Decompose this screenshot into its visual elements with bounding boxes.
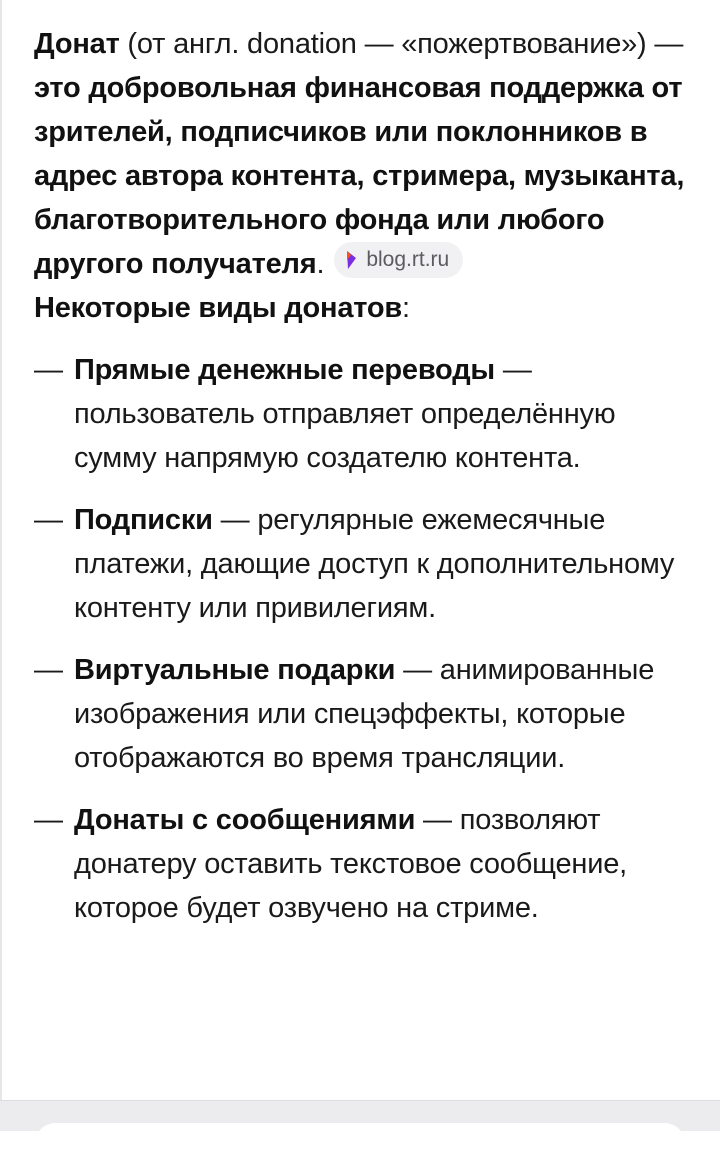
types-heading-bold: Некоторые виды донатов [34, 292, 403, 324]
left-edge-divider [0, 0, 2, 1100]
types-heading-suffix: : [402, 292, 410, 324]
donation-types-list [34, 348, 694, 930]
list-item [34, 798, 694, 930]
list-item-title: Прямые денежные переводы [74, 354, 495, 386]
list-item-description: — пользователь отправляет определённую сумму напрямую создателю контента. [74, 354, 616, 474]
source-link-label: blog.rt.ru [366, 248, 450, 271]
list-item-title: Донаты с сообщениями [74, 804, 416, 836]
intro-definition: это добровольная финансовая поддержка от зрителей, подписчиков или поклонников в адрес автора контента, стримера, музыканта, благотворительного фонда или любого другого получателя [34, 72, 685, 280]
list-item-title: Подписки [74, 504, 213, 536]
intro-etymology: (от англ. donation — «пожертвование») — [119, 28, 684, 60]
list-item [34, 498, 694, 630]
list-item-description: — регулярные ежемесячные платежи, дающие доступ к дополнительному контенту или привилегиям. [74, 504, 675, 624]
list-dash: — [34, 804, 63, 836]
intro-paragraph [34, 22, 694, 286]
bottom-panel [0, 1100, 720, 1131]
source-link-chip[interactable] [334, 242, 463, 278]
intro-period: . [316, 248, 325, 280]
list-item-description: — анимированные изображения или спецэффекты, которые отображаются во время трансляции. [74, 654, 655, 774]
list-item [34, 348, 694, 480]
list-dash: — [34, 654, 63, 686]
list-item [34, 648, 694, 780]
intro-term: Донат [34, 28, 120, 60]
answer-article [34, 22, 694, 948]
types-heading [34, 286, 694, 330]
list-item-title: Виртуальные подарки [74, 654, 396, 686]
list-item-description: — позволяют донатеру оставить текстовое сообщение, которое будет озвучено на стриме. [74, 804, 628, 924]
rt-logo-icon [344, 250, 358, 270]
bottom-sheet-handle[interactable] [34, 1123, 686, 1163]
list-dash: — [34, 504, 63, 536]
list-dash: — [34, 354, 63, 386]
